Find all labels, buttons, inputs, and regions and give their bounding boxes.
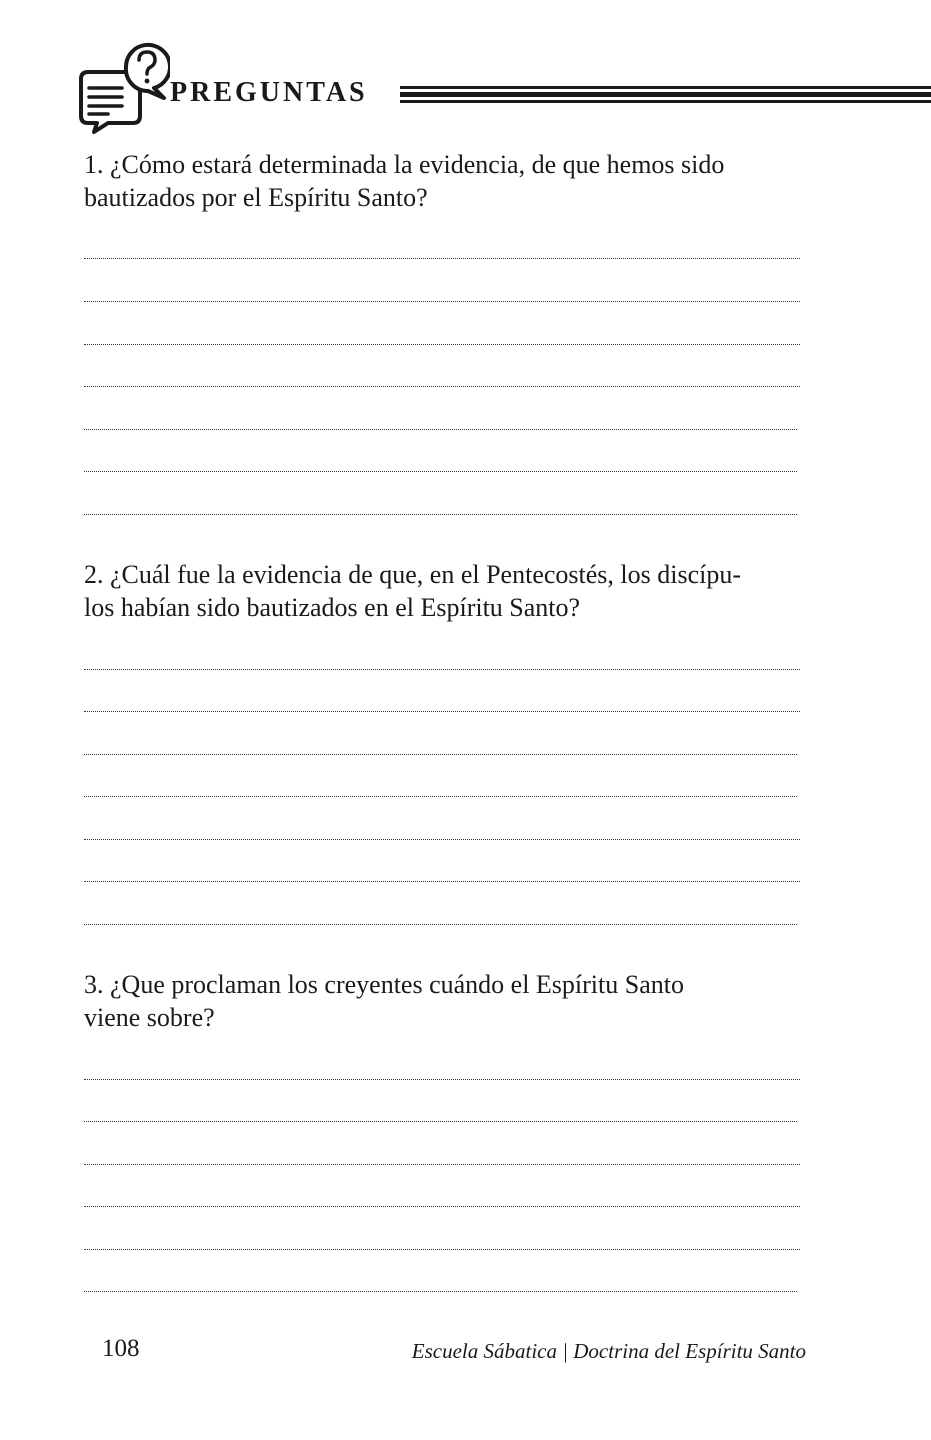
book-title: Escuela Sábatica | Doctrina del Espíritu Santo bbox=[411, 1339, 806, 1363]
answer-line[interactable] bbox=[84, 258, 800, 259]
answer-line[interactable] bbox=[84, 1206, 800, 1207]
page-number: 108 bbox=[102, 1335, 140, 1362]
answer-line[interactable] bbox=[84, 1291, 797, 1292]
answer-line[interactable] bbox=[84, 429, 797, 430]
question-2-line-1: 2. ¿Cuál fue la evidencia de que, en el Pentecostés, los discípu- bbox=[84, 560, 742, 589]
answer-line[interactable] bbox=[84, 711, 800, 712]
answer-line[interactable] bbox=[84, 471, 797, 472]
answer-line[interactable] bbox=[84, 669, 800, 670]
question-chat-icon bbox=[78, 40, 170, 135]
answer-line[interactable] bbox=[84, 796, 797, 797]
header-rule bbox=[400, 86, 931, 104]
answer-line[interactable] bbox=[84, 386, 800, 387]
answer-line[interactable] bbox=[84, 754, 797, 755]
section-title: PREGUNTAS bbox=[170, 77, 368, 108]
answer-line[interactable] bbox=[84, 881, 800, 882]
question-2 bbox=[84, 558, 784, 624]
question-1 bbox=[84, 148, 784, 214]
answer-line[interactable] bbox=[84, 344, 800, 345]
question-2-line-2: los habían sido bautizados en el Espíritu Santo? bbox=[84, 593, 581, 622]
question-3-line-2: viene sobre? bbox=[84, 1003, 215, 1032]
answer-line[interactable] bbox=[84, 924, 797, 925]
question-3 bbox=[84, 968, 784, 1034]
answer-line[interactable] bbox=[84, 514, 797, 515]
answer-line[interactable] bbox=[84, 1079, 800, 1080]
question-1-line-1: 1. ¿Cómo estará determinada la evidencia, de que hemos sido bbox=[84, 150, 725, 179]
answer-line[interactable] bbox=[84, 1249, 800, 1250]
answer-line[interactable] bbox=[84, 839, 800, 840]
answer-line[interactable] bbox=[84, 301, 800, 302]
question-1-line-2: bautizados por el Espíritu Santo? bbox=[84, 183, 428, 212]
section-header bbox=[78, 40, 931, 135]
answer-line[interactable] bbox=[84, 1164, 800, 1165]
answer-line[interactable] bbox=[84, 1121, 797, 1122]
question-3-line-1: 3. ¿Que proclaman los creyentes cuándo el Espíritu Santo bbox=[84, 970, 684, 999]
